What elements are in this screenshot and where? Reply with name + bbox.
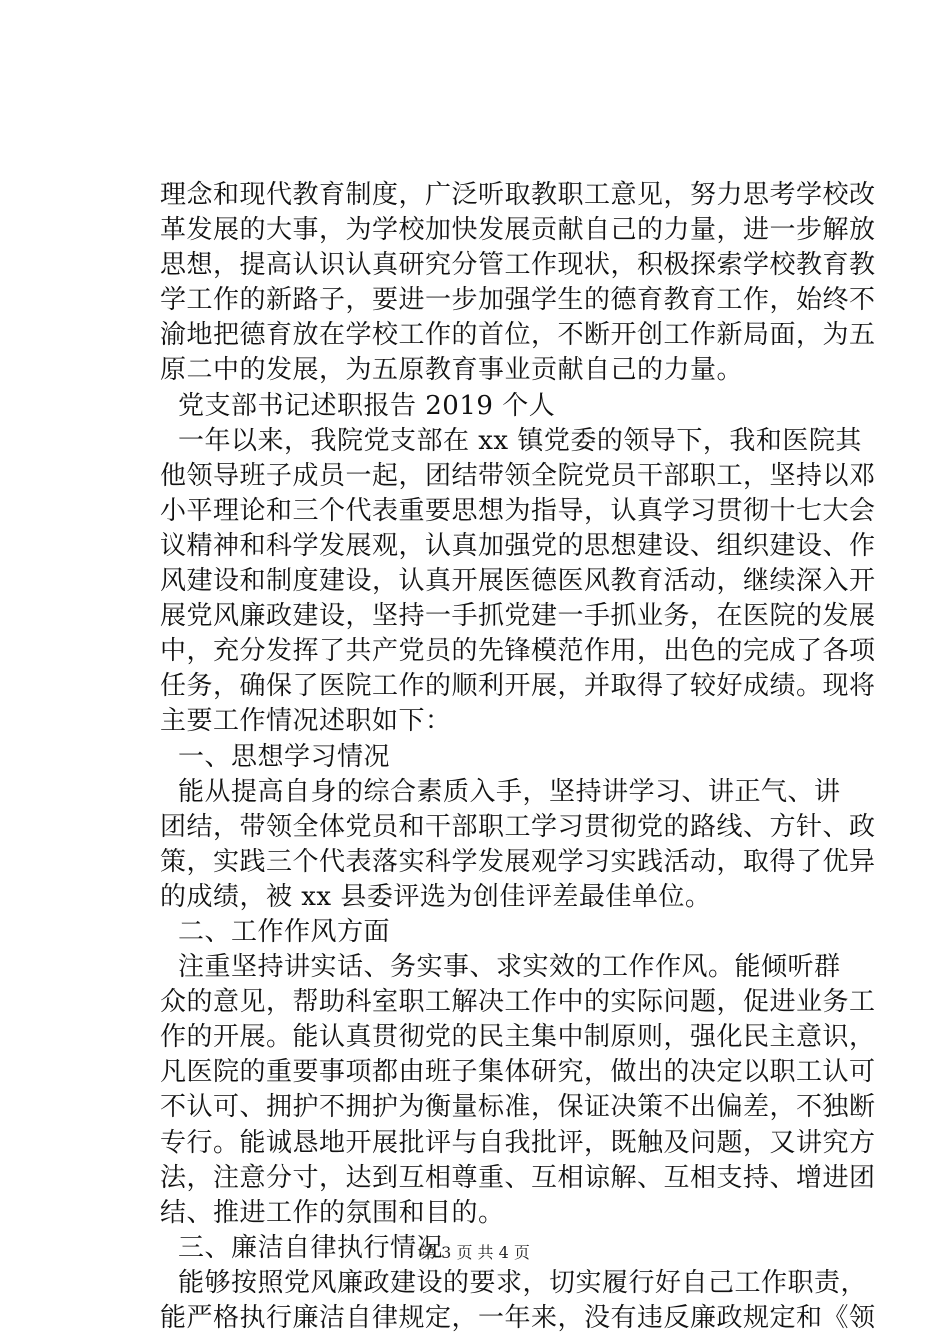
text-line: 众的意见，帮助科室职工解决工作中的实际问题，促进业务工 bbox=[160, 987, 876, 1018]
text-line: 注重坚持讲实话、务实事、求实效的工作作风。能倾听群 bbox=[178, 952, 841, 983]
page-number-footer: 第 3 页 共 4 页 bbox=[420, 1243, 530, 1262]
text-line: 渝地把德育放在学校工作的首位，不断开创工作新局面，为五 bbox=[160, 320, 876, 351]
text-line: 任务，确保了医院工作的顺利开展，并取得了较好成绩。现将 bbox=[160, 671, 876, 702]
text-line: 革发展的大事，为学校加快发展贡献自己的力量，进一步解放 bbox=[160, 215, 876, 246]
text-line: 团结，带领全体党员和干部职工学习贯彻党的路线、方针、政 bbox=[160, 811, 876, 842]
text-line: 议精神和科学发展观，认真加强党的思想建设、组织建设、作 bbox=[160, 530, 876, 561]
text-line: 不认可、拥护不拥护为衡量标准，保证决策不出偏差，不独断 bbox=[160, 1092, 876, 1123]
text-line: 能从提高自身的综合素质入手，坚持讲学习、讲正气、讲 bbox=[178, 776, 841, 807]
section-heading: 三、廉洁自律执行情况 bbox=[178, 1232, 444, 1263]
section-heading: 二、工作作风方面 bbox=[178, 916, 391, 947]
text-line: 策，实践三个代表落实科学发展观学习实践活动，取得了优异 bbox=[160, 846, 876, 877]
text-line: 他领导班子成员一起，团结带领全院党员干部职工，坚持以邓 bbox=[160, 460, 876, 491]
document-body bbox=[160, 178, 876, 1336]
text-line: 结、推进工作的氛围和目的。 bbox=[160, 1197, 505, 1228]
text-line: 的成绩，被 xx 县委评选为创佳评差最佳单位。 bbox=[160, 881, 712, 912]
text-line: 主要工作情况述职如下： bbox=[160, 706, 452, 737]
text-line: 思想，提高认识认真研究分管工作现状，积极探索学校教育教 bbox=[160, 250, 876, 281]
text-line: 一年以来，我院党支部在 xx 镇党委的领导下，我和医院其 bbox=[178, 425, 862, 456]
section-title: 党支部书记述职报告 2019 个人 bbox=[178, 390, 556, 421]
text-line: 学工作的新路子，要进一步加强学生的德育教育工作，始终不 bbox=[160, 285, 876, 316]
text-line: 中，充分发挥了共产党员的先锋模范作用，出色的完成了各项 bbox=[160, 636, 876, 667]
text-line: 凡医院的重要事项都由班子集体研究，做出的决定以职工认可 bbox=[160, 1057, 876, 1088]
text-line: 能严格执行廉洁自律规定，一年来，没有违反廉政规定和《领 bbox=[160, 1303, 876, 1333]
text-line: 能够按照党风廉政建设的要求，切实履行好自己工作职责， bbox=[178, 1267, 868, 1298]
text-line: 法，注意分寸，达到互相尊重、互相谅解、互相支持、增进团 bbox=[160, 1162, 876, 1193]
text-line: 展党风廉政建设，坚持一手抓党建一手抓业务，在医院的发展 bbox=[160, 601, 876, 632]
text-line: 风建设和制度建设，认真开展医德医风教育活动，继续深入开 bbox=[160, 566, 876, 597]
text-line: 理念和现代教育制度，广泛听取教职工意见，努力思考学校改 bbox=[160, 180, 876, 210]
text-line: 小平理论和三个代表重要思想为指导，认真学习贯彻十七大会 bbox=[160, 495, 876, 526]
text-line: 专行。能诚恳地开展批评与自我批评，既触及问题，又讲究方 bbox=[160, 1127, 876, 1158]
text-line: 作的开展。能认真贯彻党的民主集中制原则，强化民主意识， bbox=[160, 1022, 876, 1053]
text-line: 原二中的发展，为五原教育事业贡献自己的力量。 bbox=[160, 355, 744, 386]
section-heading: 一、思想学习情况 bbox=[178, 741, 391, 772]
